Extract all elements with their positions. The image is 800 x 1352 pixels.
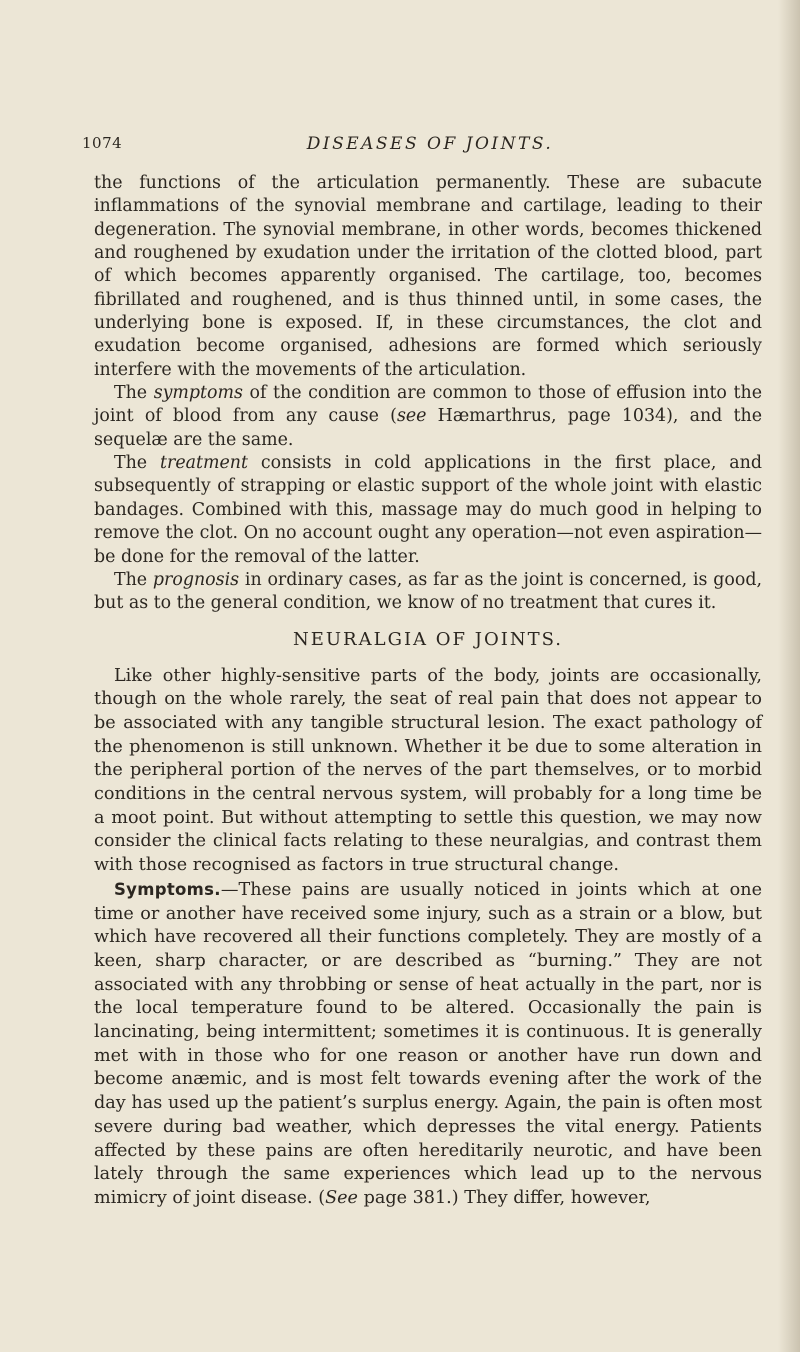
page-number: 1074 bbox=[82, 134, 123, 152]
neuralgia-symptoms-paragraph bbox=[94, 878, 762, 1211]
treatment-text: consists in cold applications in the first place, and subsequently of strapping or elastic support of the whole joint with elastic bandages. Combined with this, massage may do much good in helping to remove the clot. On no account ought any operation—not even aspiration—be done for the removal of the latter. bbox=[94, 453, 762, 567]
symptoms-run-in-heading: Symptoms. bbox=[114, 879, 221, 899]
treatment-intro: The bbox=[114, 453, 161, 474]
prognosis-intro: The bbox=[114, 569, 153, 590]
page-edge-shadow bbox=[778, 0, 800, 1352]
neuralgia-symptoms-text-b: page 381.) They differ, however, bbox=[357, 1188, 651, 1208]
neuralgia-symptoms-text-a: —These pains are usually noticed in joints which at one time or another have received some injury, such as a strain or a blow, but which have recovered all their functions completely. They are mostly of a keen, sharp character, or are described as “burning.” They are not associated with any throbbing or sense of heat actually in the part, nor is the local temperature found to be altered. Occasionally the pain is lancinating, being intermittent; sometimes it is continuous. It is generally met with in those who for one reason or another have run down and become anæmic, and is most felt towards evening after the work of the day has used up the patient’s surplus energy. Again, the pain is often most severe during bad weather, which depresses the vital energy. Patients affected by these pains are often hereditarily neurotic, and have been lately through the same experiences which lead up to the nervous mimicry of joint disease. ( bbox=[94, 879, 762, 1208]
neuralgia-intro-paragraph: Like other highly-sensitive parts of the body, joints are occasionally, though on the whole rarely, the seat of real pain that does not appear to be associated with any tangible structural lesion. The exact pathology of the phenomenon is still unknown. Whether it be due to some alteration in the peripheral portion of the nerves of the part themselves, or to morbid conditions in the central nervous system, will probably for a long time be a moot point. But without attempting to settle this question, we may now consider the clinical facts relating to these neuralgias, and contrast them with those recognised as factors in true structural change. bbox=[94, 665, 762, 876]
neuralgia-section bbox=[94, 665, 762, 1211]
symptoms-intro: The bbox=[114, 383, 154, 404]
treatment-paragraph bbox=[94, 452, 762, 569]
page-body bbox=[94, 172, 762, 1211]
prognosis-paragraph bbox=[94, 569, 762, 616]
continued-paragraph: the functions of the articulation permanently. These are subacute inflammations of the synovial membrane and cartilage, leading to their degeneration. The synovial membrane, in other words, becomes thickened and roughened by exudation under the irritation of the clotted blood, part of which becomes apparently organised. The cartilage, too, becomes fibrillated and roughened, and is thus thinned until, in some cases, the underlying bone is exposed. If, in these circumstances, the clot and exudation become organised, adhesions are formed which seriously interfere with the movements of the articulation. bbox=[94, 173, 762, 380]
see-reference: see bbox=[396, 406, 427, 427]
see-page-reference: See bbox=[325, 1188, 358, 1208]
running-head bbox=[82, 134, 778, 156]
symptoms-text-a: of the condition are common to those of effusion into the joint of blood from any cause ( bbox=[94, 383, 762, 427]
section-heading: NEURALGIA OF JOINTS. bbox=[293, 628, 563, 650]
symptoms-term: symptoms bbox=[153, 383, 243, 404]
running-head-title: DISEASES OF JOINTS. bbox=[306, 134, 554, 154]
symptoms-paragraph bbox=[94, 382, 762, 452]
treatment-term: treatment bbox=[160, 453, 248, 474]
prognosis-term: prognosis bbox=[152, 569, 240, 590]
symptoms-text-b: Hæmarthrus, page 1034), and the sequelæ are the same. bbox=[94, 406, 762, 450]
prognosis-text: in ordinary cases, as far as the joint is concerned, is good, but as to the general condition, we know of no treatment that cures it. bbox=[94, 569, 762, 614]
